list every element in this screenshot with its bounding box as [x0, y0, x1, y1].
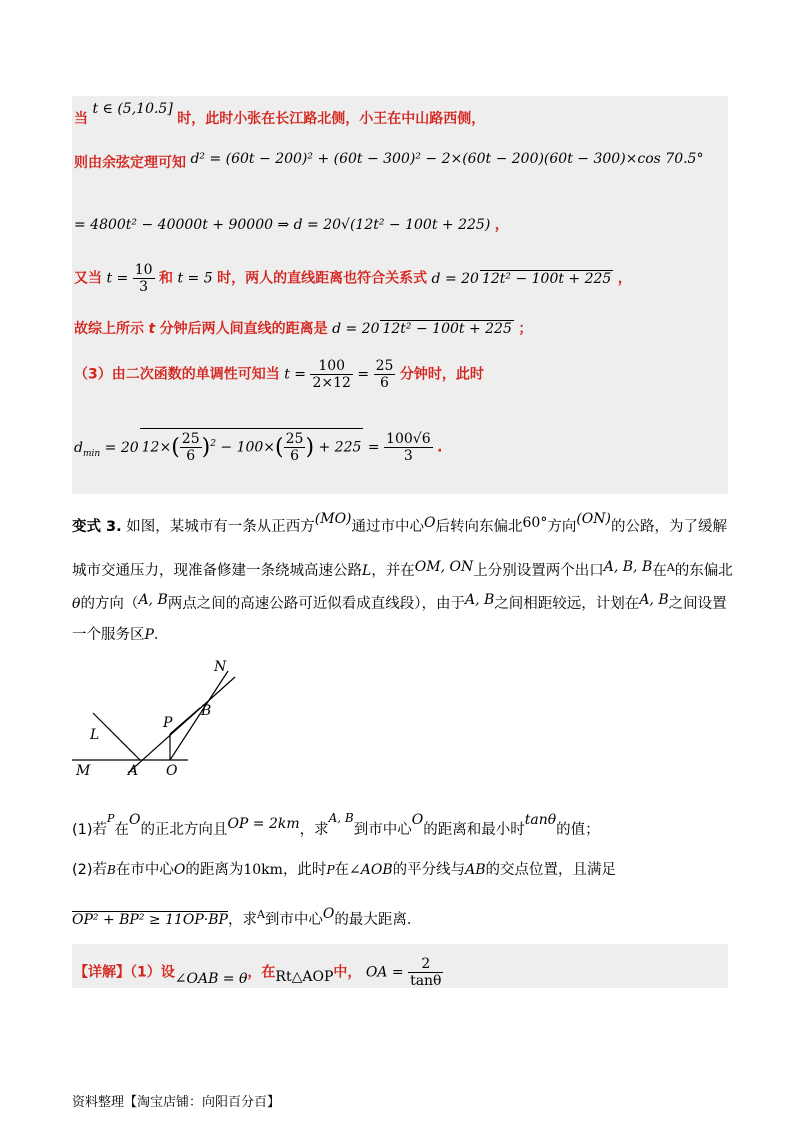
problem-line-2: 城市交通压力，现准备修建一条绕城高速公路L，并在OM, ON上分别设置两个出口A, B, B在$^A$的东偏北: [72, 559, 733, 579]
label-B: B: [201, 703, 212, 719]
label-O: O: [166, 763, 178, 779]
label-A: A: [128, 763, 139, 779]
question-2: (2)若B在市中心O的距离为10km，此时P在∠AOB的平分线与AB的交点位置，且满足: [72, 862, 617, 878]
label-L: L: [90, 727, 100, 743]
highway-AB: [128, 677, 235, 773]
solution-line-7: $d_{min} = 20$ 12×( $\frac{25}{6}$ )$^2$ − 100×( $\frac{25}{6}$ ) + 225 = $\frac{100√6}{3}$ .: [74, 428, 442, 464]
question-1: (1)若$^P$在O的正北方向且OP = 2km，求$^{A, B}$到市中心O的距离和最小时tanθ的值；: [72, 811, 600, 838]
label-N: N: [214, 659, 227, 675]
solution-line-5: 故综上所示 t 分钟后两人间直线的距离是 d = 20 12t² − 100t + 225 ；: [74, 321, 533, 337]
highway-L: [93, 713, 140, 760]
answer-line: 【详解】（1）设∠OAB = θ，在Rt△AOP中， OA = $\frac{2}{\tan\theta}$: [74, 956, 442, 989]
solution-line-6: （3）由二次函数的单调性可知当 t = $\frac{100}{2\times 12}$ = $\frac{25}{6}$ 分钟时，此时: [74, 358, 484, 391]
solution-line-1: 当 t ∈ (5,10.5] 时，此时小张在长江路北侧，小王在中山路西侧，: [74, 101, 486, 127]
label-P: P: [163, 715, 173, 731]
problem-line-1: 变式 3. 如图，某城市有一条从正西方(MO)通过市中心O后转向东偏北60°方向(ON)的公路，为了缓解: [72, 511, 727, 535]
geometry-figure: [60, 655, 260, 785]
road-ON: [170, 671, 228, 760]
solution-line-2: 则由余弦定理可知 d² = (60t − 200)² + (60t − 300)² − 2×(60t − 200)(60t − 300)×cos 70.5°: [74, 151, 704, 171]
fraction-10-3: $\frac{10}{3}$: [134, 262, 153, 295]
solution-line-3: = 4800t² − 40000t + 90000 ⇒ d = 20√(12t² − 100t + 225) ，: [74, 217, 509, 233]
footer-credit: 资料整理【淘宝店铺：向阳百分百】: [72, 1095, 281, 1110]
question-2-condition: OP² + BP² ≥ 11OP·BP，求$^A$到市中心O的最大距离．: [72, 906, 422, 928]
problem-line-4: 一个服务区P．: [72, 627, 169, 643]
solution-line-4: 又当 t = $\frac{10}{3}$ 和 t = 5 时，两人的直线距离也符合关系式 d = 20 12t² − 100t + 225 ，: [74, 262, 632, 295]
label-M: M: [76, 763, 91, 779]
problem-line-3: θ的方向（A, B两点之间的高速公路可近似看成直线段），由于A, B之间相距较远，计划在A, B之间设置: [72, 592, 727, 612]
